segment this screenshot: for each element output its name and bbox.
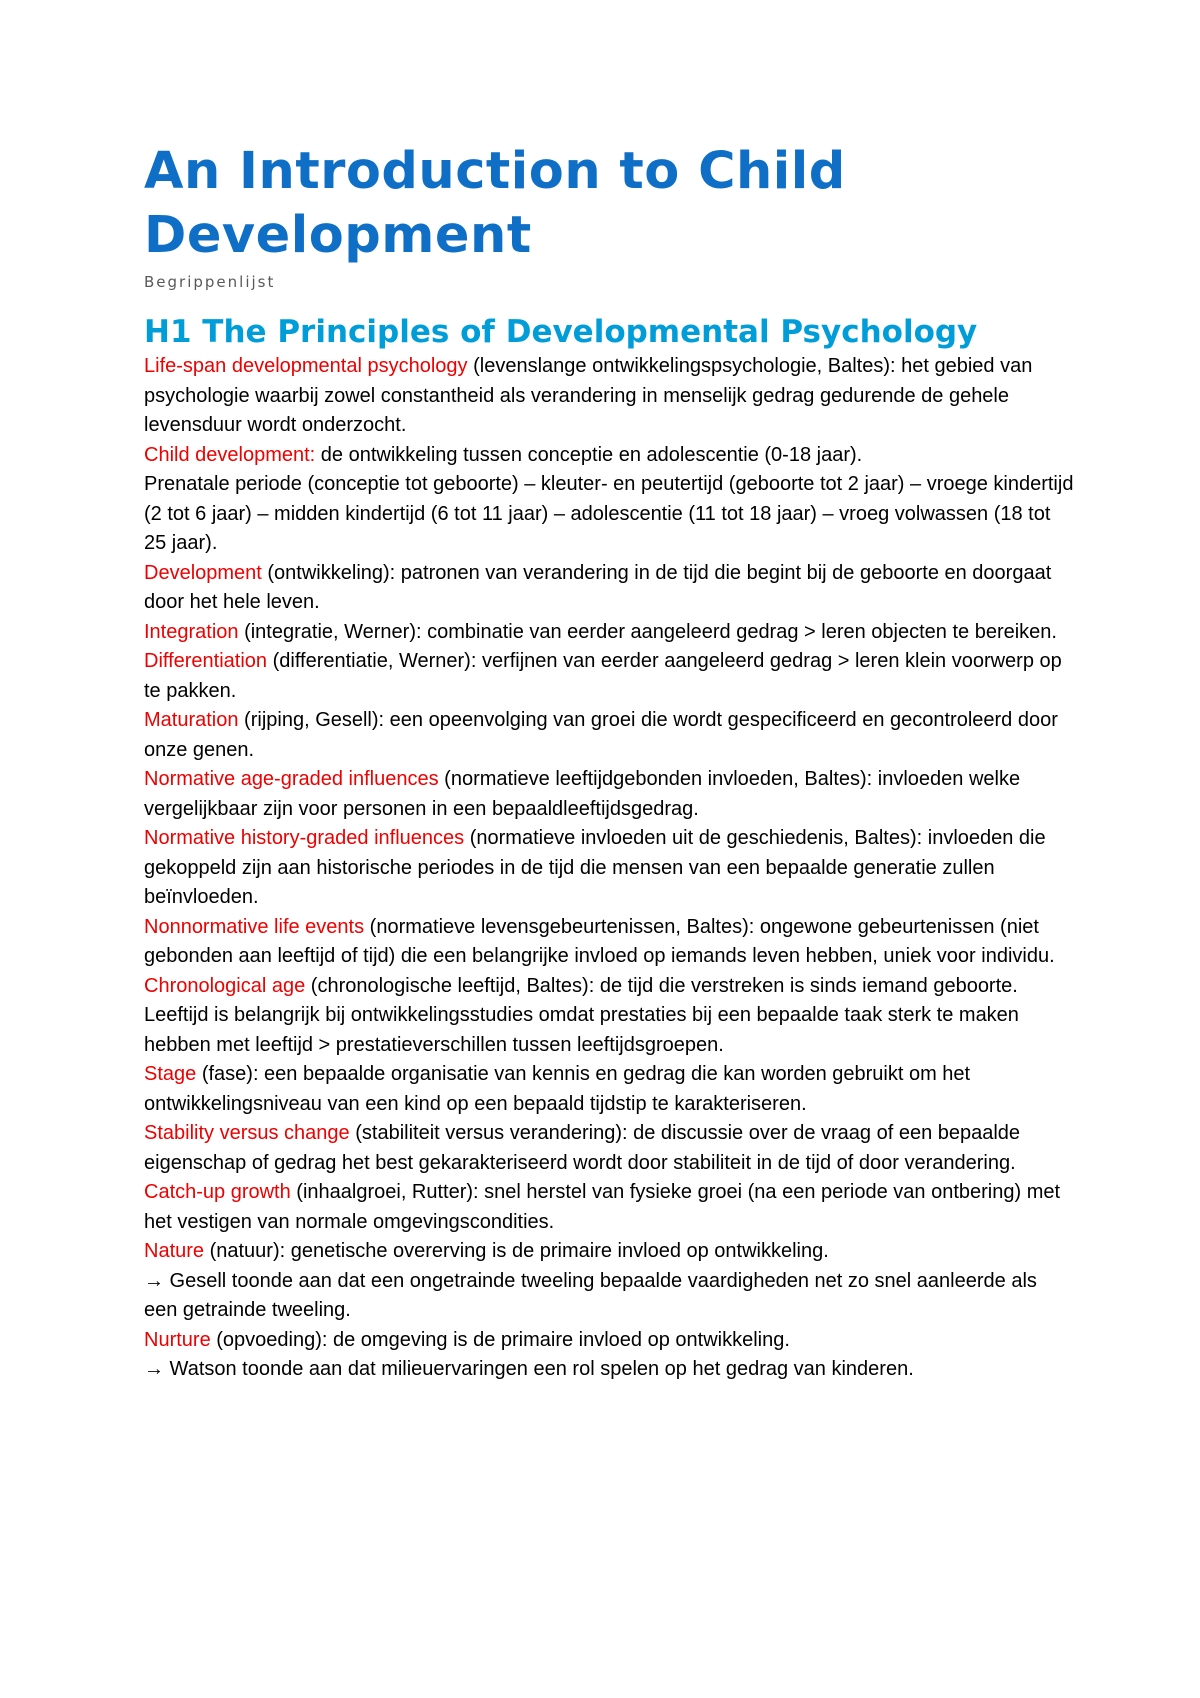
document-subtitle: Begrippenlijst xyxy=(144,273,276,291)
term-definition: (normatieve leeftijdgebonden invloeden, Baltes): invloeden welke vergelijkbaar zijn voor personen in een bepaaldleeftijdsgedrag. xyxy=(144,768,1021,820)
term-list xyxy=(144,352,1074,1385)
term-label: Normative age-graded influences xyxy=(144,768,439,790)
term-label: Life-span developmental psychology xyxy=(144,355,468,377)
document-title: An Introduction to Child Development xyxy=(144,142,846,265)
term-definition: (stabiliteit versus verandering): de discussie over de vraag of een bepaalde eigenschap of gedrag het best gekarakteriseerd wordt door stabiliteit in de tijd of door verandering. xyxy=(144,1122,1021,1174)
term-entry xyxy=(144,1178,1074,1237)
term-entry xyxy=(144,1326,1074,1356)
term-note xyxy=(144,470,1074,559)
term-label: Normative history-graded influences xyxy=(144,827,465,849)
term-definition: (fase): een bepaalde organisatie van kennis en gedrag die kan worden gebruikt om het ontwikkelingsniveau van een kind op een bepaald tijdstip te karakteriseren. xyxy=(144,1063,971,1115)
term-label: Chronological age xyxy=(144,974,306,997)
term-definition: (opvoeding): de omgeving is de primaire invloed op ontwikkeling. xyxy=(210,1328,790,1351)
term-label: Maturation xyxy=(144,709,239,731)
document-page xyxy=(144,140,1074,1385)
term-label: Nature xyxy=(144,1240,205,1262)
term-entry xyxy=(144,618,1074,648)
term-label: Development xyxy=(144,561,262,584)
term-label: Differentiation xyxy=(144,650,268,672)
term-label: Nurture xyxy=(144,1328,211,1351)
term-definition: (chronologische leeftijd, Baltes): de tijd die verstreken is sinds iemand geboorte. Leeftijd is belangrijk bij ontwikkelingsstudies omdat prestaties bij een bepaalde taak sterk te maken hebben met leeftijd > prestatieverschillen tussen leeftijdsgroepen. xyxy=(144,974,1019,1056)
term-entry xyxy=(144,1119,1074,1178)
term-definition: (normatieve levensgebeurtenissen, Baltes): ongewone gebeurtenissen (niet gebonden aan leeftijd of tijd) die een belangrijke invloed op iemands leven hebben, uniek voor individu. xyxy=(144,915,1055,967)
term-definition: (inhaalgroei, Rutter): snel herstel van fysieke groei (na een periode van ontbering) met het vestigen van normale omgevingscondities. xyxy=(144,1181,1061,1233)
term-label: Child development: xyxy=(144,443,316,466)
term-label: Catch-up growth xyxy=(144,1181,291,1203)
term-entry xyxy=(144,913,1074,972)
term-label: Stage xyxy=(144,1063,197,1085)
note-text: Prenatale periode (conceptie tot geboorte) – kleuter- en peutertijd (geboorte tot 2 jaar) – vroege kindertijd (2 tot 6 jaar) – midden kindertijd (6 tot 11 jaar) – adolescentie (11 tot 18 jaar) – vroeg volwassen (18 tot 25 jaar). xyxy=(144,473,1074,554)
term-label: Stability versus change xyxy=(144,1122,350,1144)
term-label: Nonnormative life events xyxy=(144,915,365,938)
term-definition: (differentiatie, Werner): verfijnen van eerder aangeleerd gedrag > leren klein voorwerp op te pakken. xyxy=(144,650,1062,702)
term-entry xyxy=(144,765,1074,824)
note-text: → Gesell toonde aan dat een ongetrainde tweeling bepaalde vaardigheden net zo snel aanleerde als een getrainde tweeling. xyxy=(144,1269,1037,1321)
term-entry xyxy=(144,1060,1074,1119)
term-entry xyxy=(144,559,1074,618)
term-definition: de ontwikkeling tussen conceptie en adolescentie (0-18 jaar). xyxy=(315,443,863,466)
term-entry xyxy=(144,972,1074,1061)
term-definition: (natuur): genetische overerving is de primaire invloed op ontwikkeling. xyxy=(204,1240,829,1262)
section-heading: H1 The Principles of Developmental Psychology xyxy=(144,314,978,350)
term-entry xyxy=(144,706,1074,765)
term-note xyxy=(144,1267,1074,1326)
term-label: Integration xyxy=(144,620,239,643)
term-definition: (rijping, Gesell): een opeenvolging van groei die wordt gespecificeerd en gecontroleerd door onze genen. xyxy=(144,709,1058,761)
term-entry xyxy=(144,441,1074,471)
term-entry xyxy=(144,1237,1074,1267)
term-entry xyxy=(144,647,1074,706)
term-definition: (normatieve invloeden uit de geschiedenis, Baltes): invloeden die gekoppeld zijn aan historische periodes in de tijd die mensen van een bepaalde generatie zullen beïnvloeden. xyxy=(144,827,1046,908)
note-text: → Watson toonde aan dat milieuervaringen een rol spelen op het gedrag van kinderen. xyxy=(144,1358,914,1380)
term-note xyxy=(144,1355,1074,1385)
term-entry xyxy=(144,352,1074,441)
term-definition: (integratie, Werner): combinatie van eerder aangeleerd gedrag > leren objecten te bereiken. xyxy=(238,620,1057,643)
term-definition: (ontwikkeling): patronen van verandering in de tijd die begint bij de geboorte en doorgaat door het hele leven. xyxy=(144,561,1052,613)
term-definition: (levenslange ontwikkelingspsychologie, Baltes): het gebied van psychologie waarbij zowel constantheid als verandering in menselijk gedrag gedurende de gehele levensduur wordt onderzocht. xyxy=(144,355,1033,436)
term-entry xyxy=(144,824,1074,913)
